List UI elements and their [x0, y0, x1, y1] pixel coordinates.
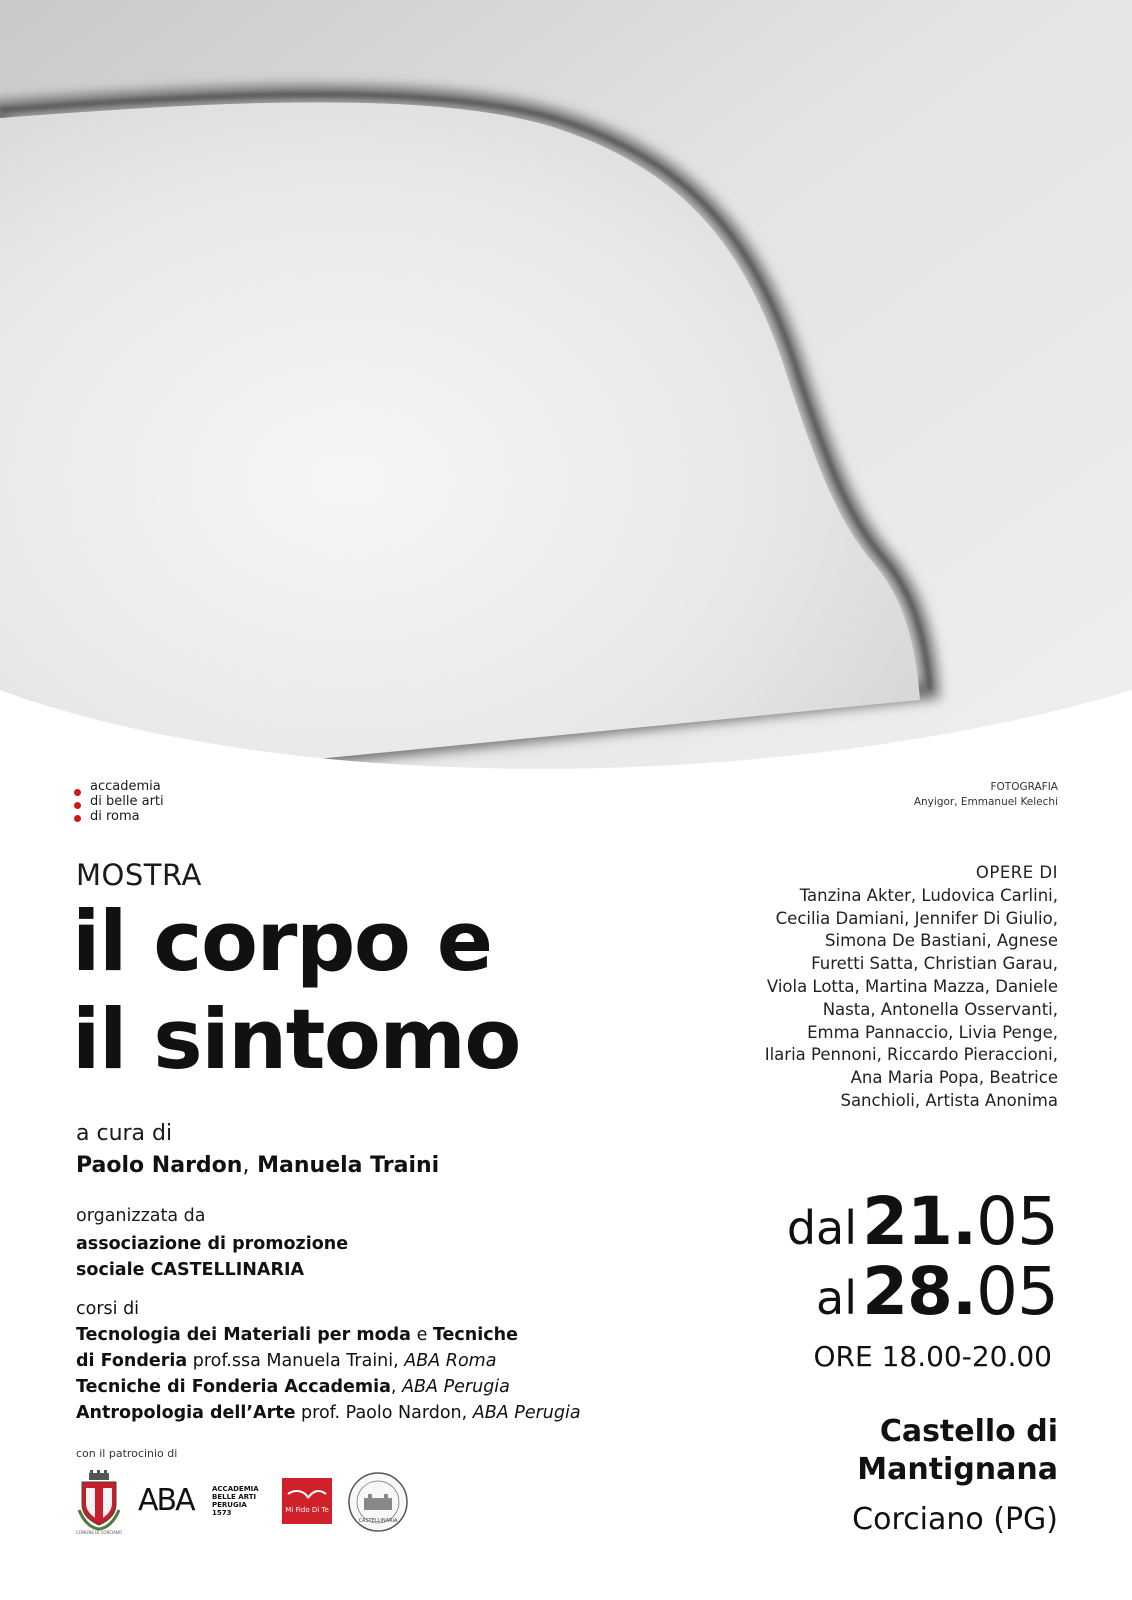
artists-label: OPERE DI	[975, 863, 1058, 882]
castellinaria-text: CASTELLINARIA	[358, 1518, 398, 1524]
venue-city: Corciano (PG)	[852, 1502, 1058, 1537]
logo-line: di roma	[90, 809, 140, 824]
venue-name	[857, 1413, 1058, 1489]
course-name: Tecniche	[432, 1325, 518, 1345]
curators-names	[76, 1153, 439, 1178]
course-line	[76, 1400, 581, 1426]
comune-di-corciano-crest-icon	[76, 1470, 122, 1534]
aba-text: 1573	[212, 1509, 232, 1517]
courses	[76, 1296, 581, 1426]
curators-label: a cura di	[76, 1121, 173, 1146]
event-title	[72, 893, 520, 1089]
artists-line: Furetti Satta, Christian Garau,	[811, 954, 1058, 974]
curator-name: Paolo Nardon	[76, 1153, 243, 1178]
photo-credit-label: FOTOGRAFIA	[990, 781, 1058, 793]
artists-line: Nasta, Antonella Osservanti,	[822, 999, 1058, 1019]
event-dates	[786, 1183, 1058, 1330]
course-name: Tecnologia dei Materiali per moda	[76, 1325, 411, 1345]
artists-line: Cecilia Damiani, Jennifer Di Giulio,	[775, 908, 1058, 928]
date-to-month: 05	[976, 1253, 1058, 1330]
course-line	[76, 1374, 581, 1400]
artists-list	[765, 862, 1058, 1113]
organizer-name	[76, 1231, 348, 1283]
photo-credit-names: Anyigor, Emmanuel Kelechi	[913, 796, 1058, 808]
curator-name: Manuela Traini	[257, 1153, 440, 1178]
logo-line: di belle arti	[90, 794, 164, 809]
comune-text: COMUNE DI CORCIANO	[76, 1530, 123, 1534]
course-teacher: prof.ssa Manuela Traini,	[192, 1351, 399, 1371]
mi-fido-di-te-logo	[282, 1478, 332, 1524]
date-from-prefix: dal	[786, 1201, 857, 1255]
course-line	[76, 1322, 581, 1348]
date-to-day: 28.	[862, 1253, 977, 1330]
date-from	[786, 1183, 1058, 1260]
patronage-label: con il patrocinio di	[76, 1447, 178, 1460]
course-name: di Fonderia	[76, 1351, 188, 1371]
aba-text: BELLE ARTI	[212, 1493, 257, 1501]
castellinaria-seal	[346, 1470, 410, 1534]
aba-text: ACCADEMIA	[212, 1485, 259, 1493]
date-to	[787, 1253, 1058, 1330]
logo-dots-icon	[74, 789, 82, 828]
courses-label: corsi di	[76, 1299, 140, 1319]
venue-line: Castello di	[879, 1414, 1058, 1449]
photo-credit	[914, 780, 1058, 810]
course-separator: ,	[390, 1377, 397, 1397]
date-from-month: 05	[976, 1183, 1058, 1260]
artists-line: Ilaria Pennoni, Riccardo Pieraccioni,	[764, 1045, 1058, 1065]
svg-text:ABA: ABA	[138, 1483, 194, 1518]
curator-separator: ,	[242, 1153, 250, 1178]
course-school: ABA Roma	[404, 1351, 497, 1371]
event-title-line: il sintomo	[72, 991, 520, 1088]
mifido-text: Mi Fido Di Te	[285, 1506, 329, 1514]
course-school: ABA Perugia	[472, 1403, 581, 1423]
logo-line: accademia	[90, 779, 161, 794]
organizer-line: sociale CASTELLINARIA	[76, 1260, 304, 1280]
artists-line: Viola Lotta, Martina Mazza, Daniele	[766, 976, 1058, 996]
date-from-day: 21.	[862, 1183, 977, 1260]
date-to-prefix: al	[816, 1271, 857, 1325]
patron-logos	[76, 1470, 398, 1534]
event-title-line: il corpo e	[72, 893, 492, 990]
artists-line: Emma Pannaccio, Livia Penge,	[807, 1022, 1058, 1042]
course-name: Antropologia dell’Arte	[76, 1403, 296, 1423]
artists-line: Tanzina Akter, Ludovica Carlini,	[799, 885, 1058, 905]
organizer-line: associazione di promozione	[76, 1234, 349, 1254]
artists-line: Ana Maria Popa, Beatrice	[850, 1068, 1058, 1088]
cover-photograph	[0, 0, 1132, 790]
aba-text: PERUGIA	[212, 1501, 247, 1509]
course-name: Tecniche di Fonderia Accademia	[76, 1377, 391, 1397]
artists-line: Simona De Bastiani, Agnese	[825, 931, 1058, 951]
event-kind: MOSTRA	[76, 858, 202, 892]
course-school: ABA Perugia	[402, 1377, 510, 1397]
venue-line: Mantignana	[857, 1452, 1058, 1487]
event-hours: ORE 18.00-20.00	[813, 1340, 1052, 1373]
course-line	[76, 1348, 581, 1374]
organizer-label: organizzata da	[76, 1206, 206, 1226]
course-conjunction: e	[416, 1325, 428, 1345]
aba-perugia-logo	[138, 1483, 259, 1518]
course-teacher: prof. Paolo Nardon,	[301, 1403, 468, 1423]
artists-line: Sanchioli, Artista Anonima	[840, 1090, 1058, 1110]
